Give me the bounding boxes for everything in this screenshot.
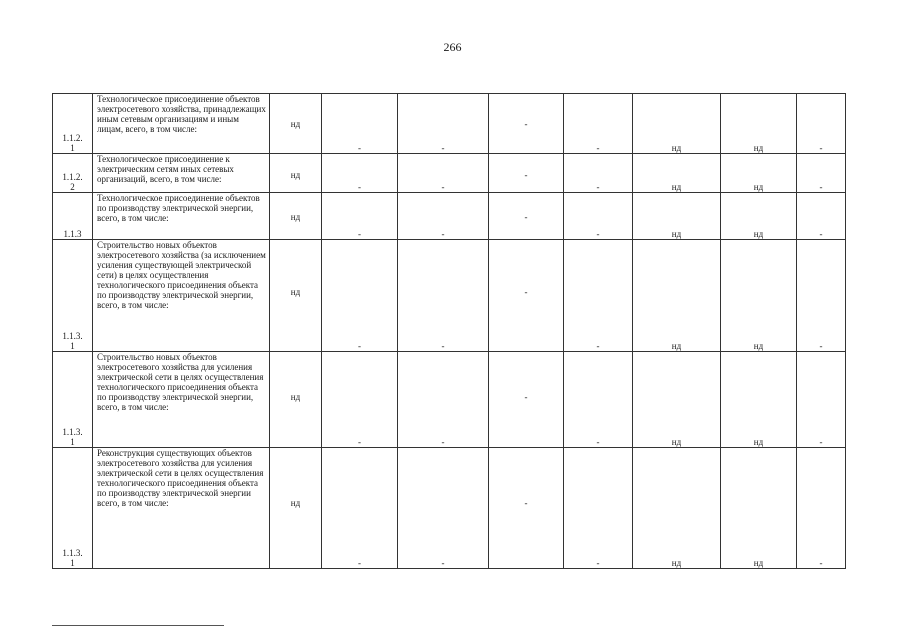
- row-value-c10: -: [797, 240, 846, 352]
- row-value-c8: нд: [633, 448, 721, 569]
- footer-rule: [52, 625, 224, 626]
- row-value-c5: -: [398, 240, 489, 352]
- row-value-c4: -: [322, 94, 398, 154]
- row-value-c3: нд: [270, 193, 322, 240]
- row-value-c10: -: [797, 448, 846, 569]
- row-value-c8: нд: [633, 352, 721, 448]
- table-row: [53, 448, 846, 569]
- row-value-c3: нд: [270, 94, 322, 154]
- row-value-c7: -: [564, 352, 633, 448]
- page-number: 266: [443, 40, 462, 54]
- row-code: 1.1.2. 1: [53, 94, 93, 154]
- row-value-c7: -: [564, 193, 633, 240]
- row-value-c3: нд: [270, 448, 322, 569]
- row-value-c5: -: [398, 352, 489, 448]
- row-name: Технологическое присоединение объектов электросетевого хозяйства, принадлежащих иным сетевым организациям и иным лицам, всего, в том числе:: [93, 94, 270, 154]
- row-value-c10: -: [797, 94, 846, 154]
- row-value-c6: -: [489, 240, 564, 352]
- row-value-c4: -: [322, 154, 398, 193]
- row-name: Строительство новых объектов электросетевого хозяйства для усиления электрической сети в целях осуществления технологического присоединения объекта по производству электрической энергии, всего, в том числе:: [93, 352, 270, 448]
- row-code: 1.1.3: [53, 193, 93, 240]
- row-value-c6: -: [489, 193, 564, 240]
- row-value-c4: -: [322, 193, 398, 240]
- row-value-c10: -: [797, 352, 846, 448]
- row-value-c9: нд: [721, 94, 797, 154]
- row-value-c5: -: [398, 154, 489, 193]
- row-name: Реконструкция существующих объектов электросетевого хозяйства для усиления электрической сети в целях осуществления технологического присоединения объекта по производству электрической энергии всего, в том числе:: [93, 448, 270, 569]
- row-value-c3: нд: [270, 154, 322, 193]
- row-value-c7: -: [564, 154, 633, 193]
- row-value-c5: -: [398, 448, 489, 569]
- row-value-c3: нд: [270, 240, 322, 352]
- row-value-c4: -: [322, 448, 398, 569]
- table-row: [53, 352, 846, 448]
- row-value-c5: -: [398, 193, 489, 240]
- row-value-c9: нд: [721, 352, 797, 448]
- row-value-c8: нд: [633, 94, 721, 154]
- row-name: Технологическое присоединение к электрическим сетям иных сетевых организаций, всего, в том числе:: [93, 154, 270, 193]
- row-value-c9: нд: [721, 193, 797, 240]
- row-value-c8: нд: [633, 154, 721, 193]
- row-value-c9: нд: [721, 240, 797, 352]
- table-row: [53, 240, 846, 352]
- row-value-c9: нд: [721, 154, 797, 193]
- row-value-c6: -: [489, 154, 564, 193]
- row-value-c7: -: [564, 94, 633, 154]
- row-value-c8: нд: [633, 193, 721, 240]
- row-name: Строительство новых объектов электросетевого хозяйства (за исключением усиления существующей электрической сети) в целях осуществления технологического присоединения объекта по производству электрической энергии, всего, в том числе:: [93, 240, 270, 352]
- row-code: 1.1.3. 1: [53, 448, 93, 569]
- row-value-c10: -: [797, 193, 846, 240]
- row-value-c7: -: [564, 240, 633, 352]
- row-name: Технологическое присоединение объектов по производству электрической энергии, всего, в том числе:: [93, 193, 270, 240]
- row-value-c4: -: [322, 240, 398, 352]
- row-value-c6: -: [489, 94, 564, 154]
- row-value-c3: нд: [270, 352, 322, 448]
- investment-program-table: [52, 93, 846, 569]
- row-value-c6: -: [489, 352, 564, 448]
- row-value-c6: -: [489, 448, 564, 569]
- table-body: [53, 94, 846, 569]
- row-value-c9: нд: [721, 448, 797, 569]
- table-row: [53, 154, 846, 193]
- row-code: 1.1.3. 1: [53, 352, 93, 448]
- row-value-c10: -: [797, 154, 846, 193]
- row-value-c7: -: [564, 448, 633, 569]
- row-code: 1.1.3. 1: [53, 240, 93, 352]
- table-row: [53, 94, 846, 154]
- table-row: [53, 193, 846, 240]
- row-value-c5: -: [398, 94, 489, 154]
- row-value-c4: -: [322, 352, 398, 448]
- row-value-c8: нд: [633, 240, 721, 352]
- row-code: 1.1.2. 2: [53, 154, 93, 193]
